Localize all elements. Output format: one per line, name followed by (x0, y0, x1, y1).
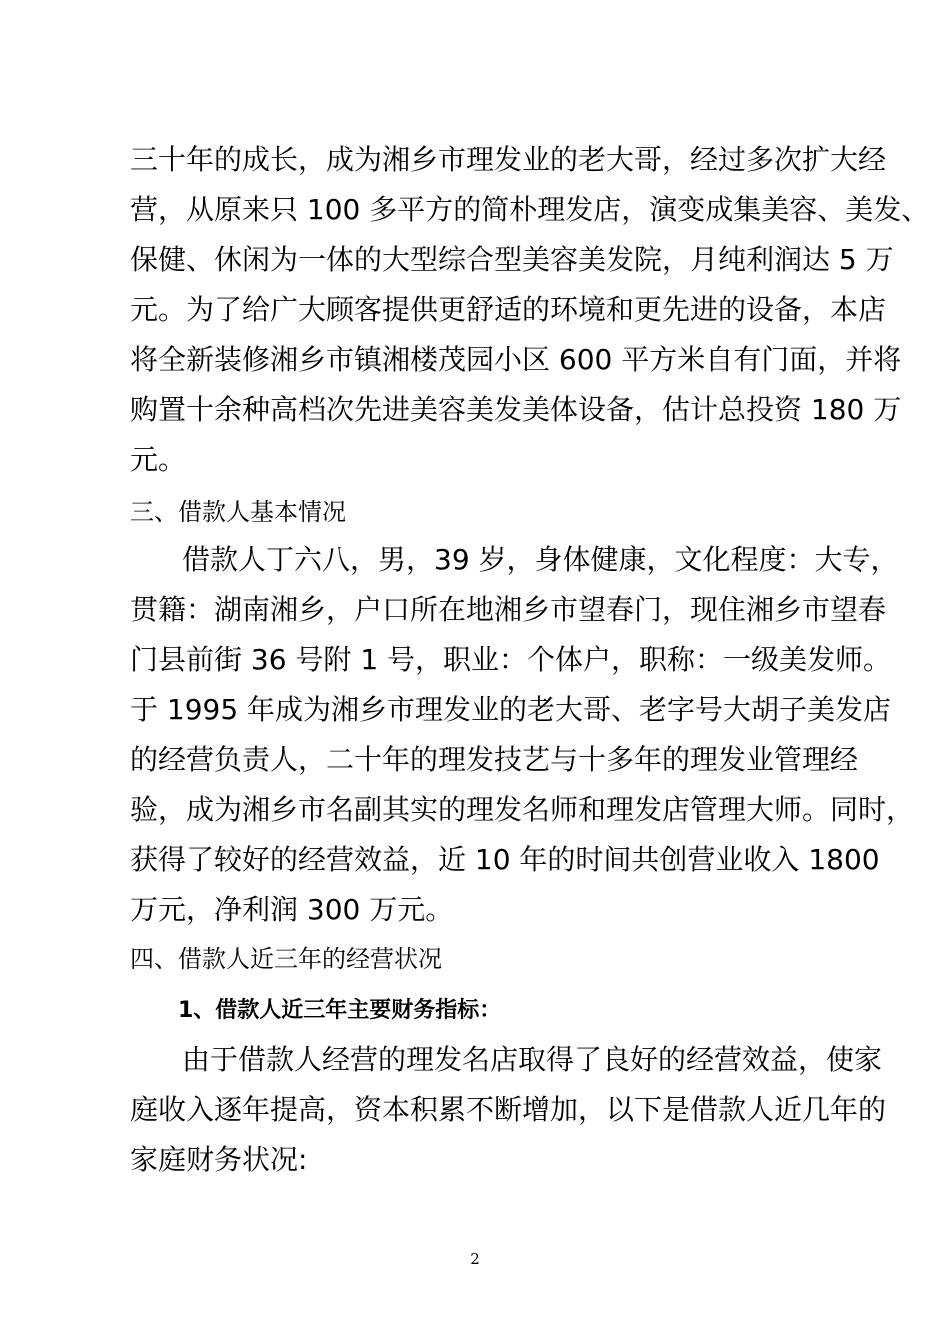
paragraph-line: 贯籍：湖南湘乡，户口所在地湘乡市望春门，现住湘乡市望春 (130, 593, 887, 626)
paragraph-line: 元。为了给广大顾客提供更舒适的环境和更先进的设备，本店 (130, 293, 887, 326)
paragraph-line: 家庭财务状况: (130, 1143, 308, 1176)
paragraph-line: 庭收入逐年提高，资本积累不断增加，以下是借款人近几年的 (130, 1093, 887, 1126)
paragraph-line: 的经营负责人，二十年的理发技艺与十多年的理发业管理经 (130, 743, 859, 776)
paragraph-line: 营，从原来只 100 多平方的简朴理发店，演变成集美容、美发、 (130, 193, 930, 226)
paragraph-line: 元。 (130, 443, 187, 476)
paragraph-line: 保健、休闲为一体的大型综合型美容美发院，月纯利润达 5 万 (130, 243, 894, 276)
paragraph-line: 验，成为湘乡市名副其实的理发名师和理发店管理大师。同时， (130, 793, 915, 826)
paragraph-line: 于 1995 年成为湘乡市理发业的老大哥、老字号大胡子美发店 (130, 693, 892, 726)
subsection-heading: 1、借款人近三年主要财务指标： (178, 998, 502, 1023)
paragraph-line: 将全新装修湘乡市镇湘楼茂园小区 600 平方米自有门面，并将 (130, 343, 902, 376)
page-number: 2 (470, 1250, 480, 1268)
paragraph-line: 借款人丁六八，男，39 岁，身体健康，文化程度：大专， (182, 543, 899, 576)
paragraph-line: 购置十余种高档次先进美容美发美体设备，估计总投资 180 万 (130, 393, 902, 426)
paragraph-line: 获得了较好的经营效益，近 10 年的时间共创营业收入 1800 (130, 843, 880, 876)
section-heading: 四、借款人近三年的经营状况 (130, 945, 442, 973)
paragraph-line: 三十年的成长，成为湘乡市理发业的老大哥，经过多次扩大经 (130, 143, 887, 176)
paragraph-line: 门县前街 36 号附 1 号，职业：个体户，职称：一级美发师。 (130, 643, 892, 676)
paragraph-line: 万元，净利润 300 万元。 (130, 893, 454, 926)
paragraph-line: 由于借款人经营的理发名店取得了良好的经营效益，使家 (182, 1043, 883, 1076)
section-heading: 三、借款人基本情况 (130, 498, 346, 526)
